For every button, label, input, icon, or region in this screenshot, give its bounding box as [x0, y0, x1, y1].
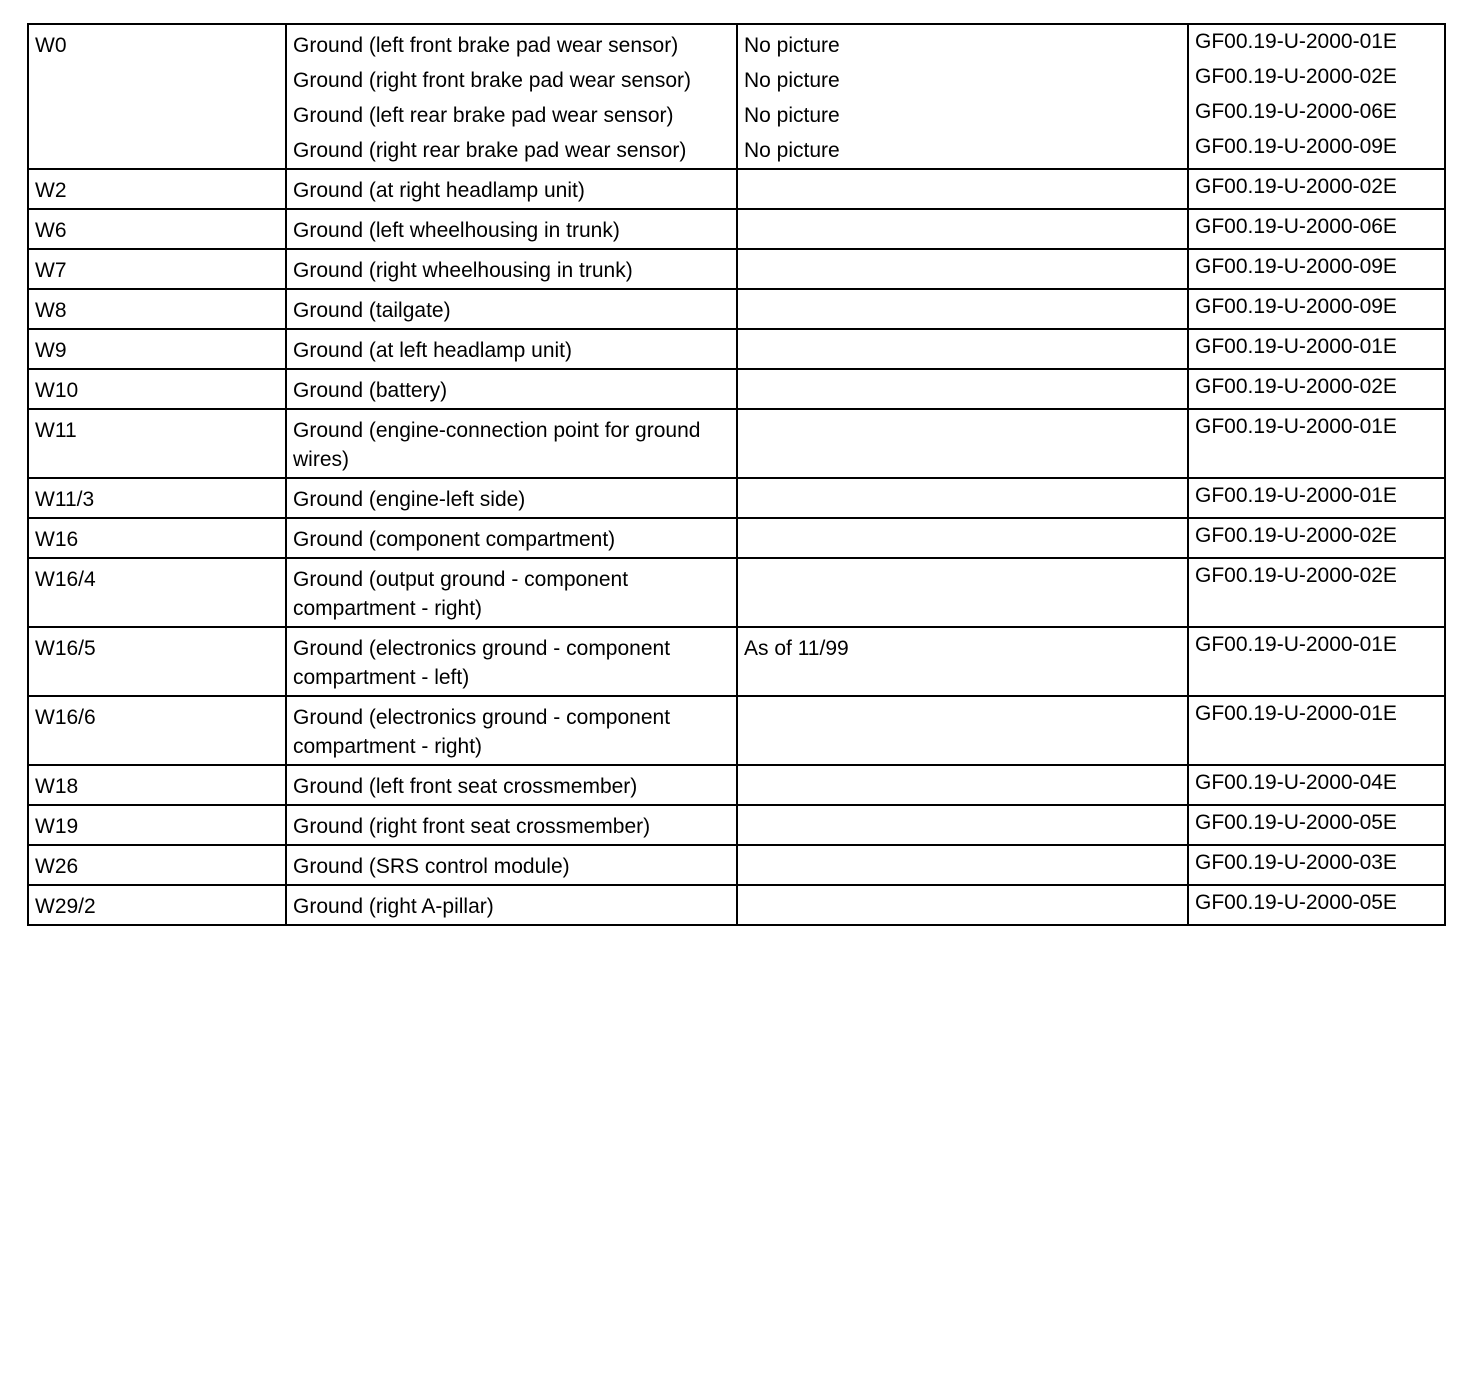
- note-line: No picture: [744, 139, 840, 162]
- description-line: Ground (right rear brake pad wear sensor): [293, 139, 687, 162]
- reference-cell: GF00.19-U-2000-09E: [1188, 249, 1445, 289]
- reference-line: GF00.19-U-2000-02E: [1195, 65, 1397, 88]
- code-cell: W11/3: [28, 478, 286, 518]
- note-cell: [737, 765, 1188, 805]
- table-row: [28, 805, 1445, 845]
- description-cell: Ground (electronics ground - component compartment - left): [286, 627, 737, 696]
- description-cell: Ground (left front seat crossmember): [286, 765, 737, 805]
- description-cell: [286, 24, 737, 169]
- note-cell: [737, 478, 1188, 518]
- code-cell: W18: [28, 765, 286, 805]
- note-cell: [737, 409, 1188, 478]
- table-row: [28, 558, 1445, 627]
- note-cell: [737, 289, 1188, 329]
- note-cell: [737, 369, 1188, 409]
- code-cell: W0: [28, 24, 286, 169]
- reference-cell: GF00.19-U-2000-02E: [1188, 558, 1445, 627]
- code-cell: W6: [28, 209, 286, 249]
- code-cell: W10: [28, 369, 286, 409]
- code-cell: W29/2: [28, 885, 286, 925]
- note-cell: [737, 845, 1188, 885]
- reference-cell: [1188, 24, 1445, 169]
- code-cell: W16/6: [28, 696, 286, 765]
- table-row: [28, 169, 1445, 209]
- code-cell: W26: [28, 845, 286, 885]
- table-row: [28, 885, 1445, 925]
- table-row: [28, 765, 1445, 805]
- description-line: Ground (right front brake pad wear sensor): [293, 69, 692, 92]
- code-cell: W7: [28, 249, 286, 289]
- reference-cell: GF00.19-U-2000-05E: [1188, 885, 1445, 925]
- reference-cell: GF00.19-U-2000-02E: [1188, 169, 1445, 209]
- table-row: [28, 24, 1445, 169]
- note-cell: As of 11/99: [737, 627, 1188, 696]
- code-cell: W16: [28, 518, 286, 558]
- note-line: No picture: [744, 104, 840, 127]
- note-cell: [737, 24, 1188, 169]
- note-line: No picture: [744, 34, 840, 57]
- note-cell: [737, 518, 1188, 558]
- note-cell: [737, 696, 1188, 765]
- code-cell: W19: [28, 805, 286, 845]
- reference-cell: GF00.19-U-2000-06E: [1188, 209, 1445, 249]
- reference-cell: GF00.19-U-2000-05E: [1188, 805, 1445, 845]
- reference-cell: GF00.19-U-2000-02E: [1188, 369, 1445, 409]
- description-cell: Ground (SRS control module): [286, 845, 737, 885]
- note-cell: [737, 558, 1188, 627]
- reference-line: GF00.19-U-2000-01E: [1195, 30, 1397, 53]
- code-cell: W9: [28, 329, 286, 369]
- note-cell: [737, 209, 1188, 249]
- reference-line: GF00.19-U-2000-06E: [1195, 100, 1397, 123]
- description-cell: Ground (engine-connection point for ground wires): [286, 409, 737, 478]
- code-cell: W16/4: [28, 558, 286, 627]
- note-cell: [737, 169, 1188, 209]
- table-row: [28, 409, 1445, 478]
- reference-cell: GF00.19-U-2000-04E: [1188, 765, 1445, 805]
- table-row: [28, 289, 1445, 329]
- reference-cell: GF00.19-U-2000-01E: [1188, 329, 1445, 369]
- note-cell: [737, 249, 1188, 289]
- description-line: Ground (left front brake pad wear sensor): [293, 34, 679, 57]
- table-row: [28, 696, 1445, 765]
- description-cell: Ground (left wheelhousing in trunk): [286, 209, 737, 249]
- reference-cell: GF00.19-U-2000-02E: [1188, 518, 1445, 558]
- reference-cell: GF00.19-U-2000-01E: [1188, 627, 1445, 696]
- description-cell: Ground (engine-left side): [286, 478, 737, 518]
- table-row: [28, 627, 1445, 696]
- note-cell: [737, 885, 1188, 925]
- note-cell: [737, 329, 1188, 369]
- reference-cell: GF00.19-U-2000-01E: [1188, 696, 1445, 765]
- reference-cell: GF00.19-U-2000-03E: [1188, 845, 1445, 885]
- description-cell: Ground (output ground - component compartment - right): [286, 558, 737, 627]
- reference-line: GF00.19-U-2000-09E: [1195, 135, 1397, 158]
- reference-cell: GF00.19-U-2000-09E: [1188, 289, 1445, 329]
- table-row: [28, 518, 1445, 558]
- code-cell: W16/5: [28, 627, 286, 696]
- table-row: [28, 369, 1445, 409]
- code-cell: W11: [28, 409, 286, 478]
- reference-cell: GF00.19-U-2000-01E: [1188, 409, 1445, 478]
- description-cell: Ground (at right headlamp unit): [286, 169, 737, 209]
- note-cell: [737, 805, 1188, 845]
- table-row: [28, 329, 1445, 369]
- description-cell: Ground (right front seat crossmember): [286, 805, 737, 845]
- description-cell: Ground (right wheelhousing in trunk): [286, 249, 737, 289]
- description-cell: Ground (tailgate): [286, 289, 737, 329]
- code-cell: W8: [28, 289, 286, 329]
- note-line: No picture: [744, 69, 840, 92]
- table-row: [28, 478, 1445, 518]
- description-cell: Ground (right A-pillar): [286, 885, 737, 925]
- ground-points-table: [27, 23, 1446, 926]
- reference-cell: GF00.19-U-2000-01E: [1188, 478, 1445, 518]
- table-row: [28, 249, 1445, 289]
- code-cell: W2: [28, 169, 286, 209]
- description-line: Ground (left rear brake pad wear sensor): [293, 104, 674, 127]
- table-row: [28, 209, 1445, 249]
- table-row: [28, 845, 1445, 885]
- description-cell: Ground (battery): [286, 369, 737, 409]
- description-cell: Ground (electronics ground - component compartment - right): [286, 696, 737, 765]
- description-cell: Ground (at left headlamp unit): [286, 329, 737, 369]
- description-cell: Ground (component compartment): [286, 518, 737, 558]
